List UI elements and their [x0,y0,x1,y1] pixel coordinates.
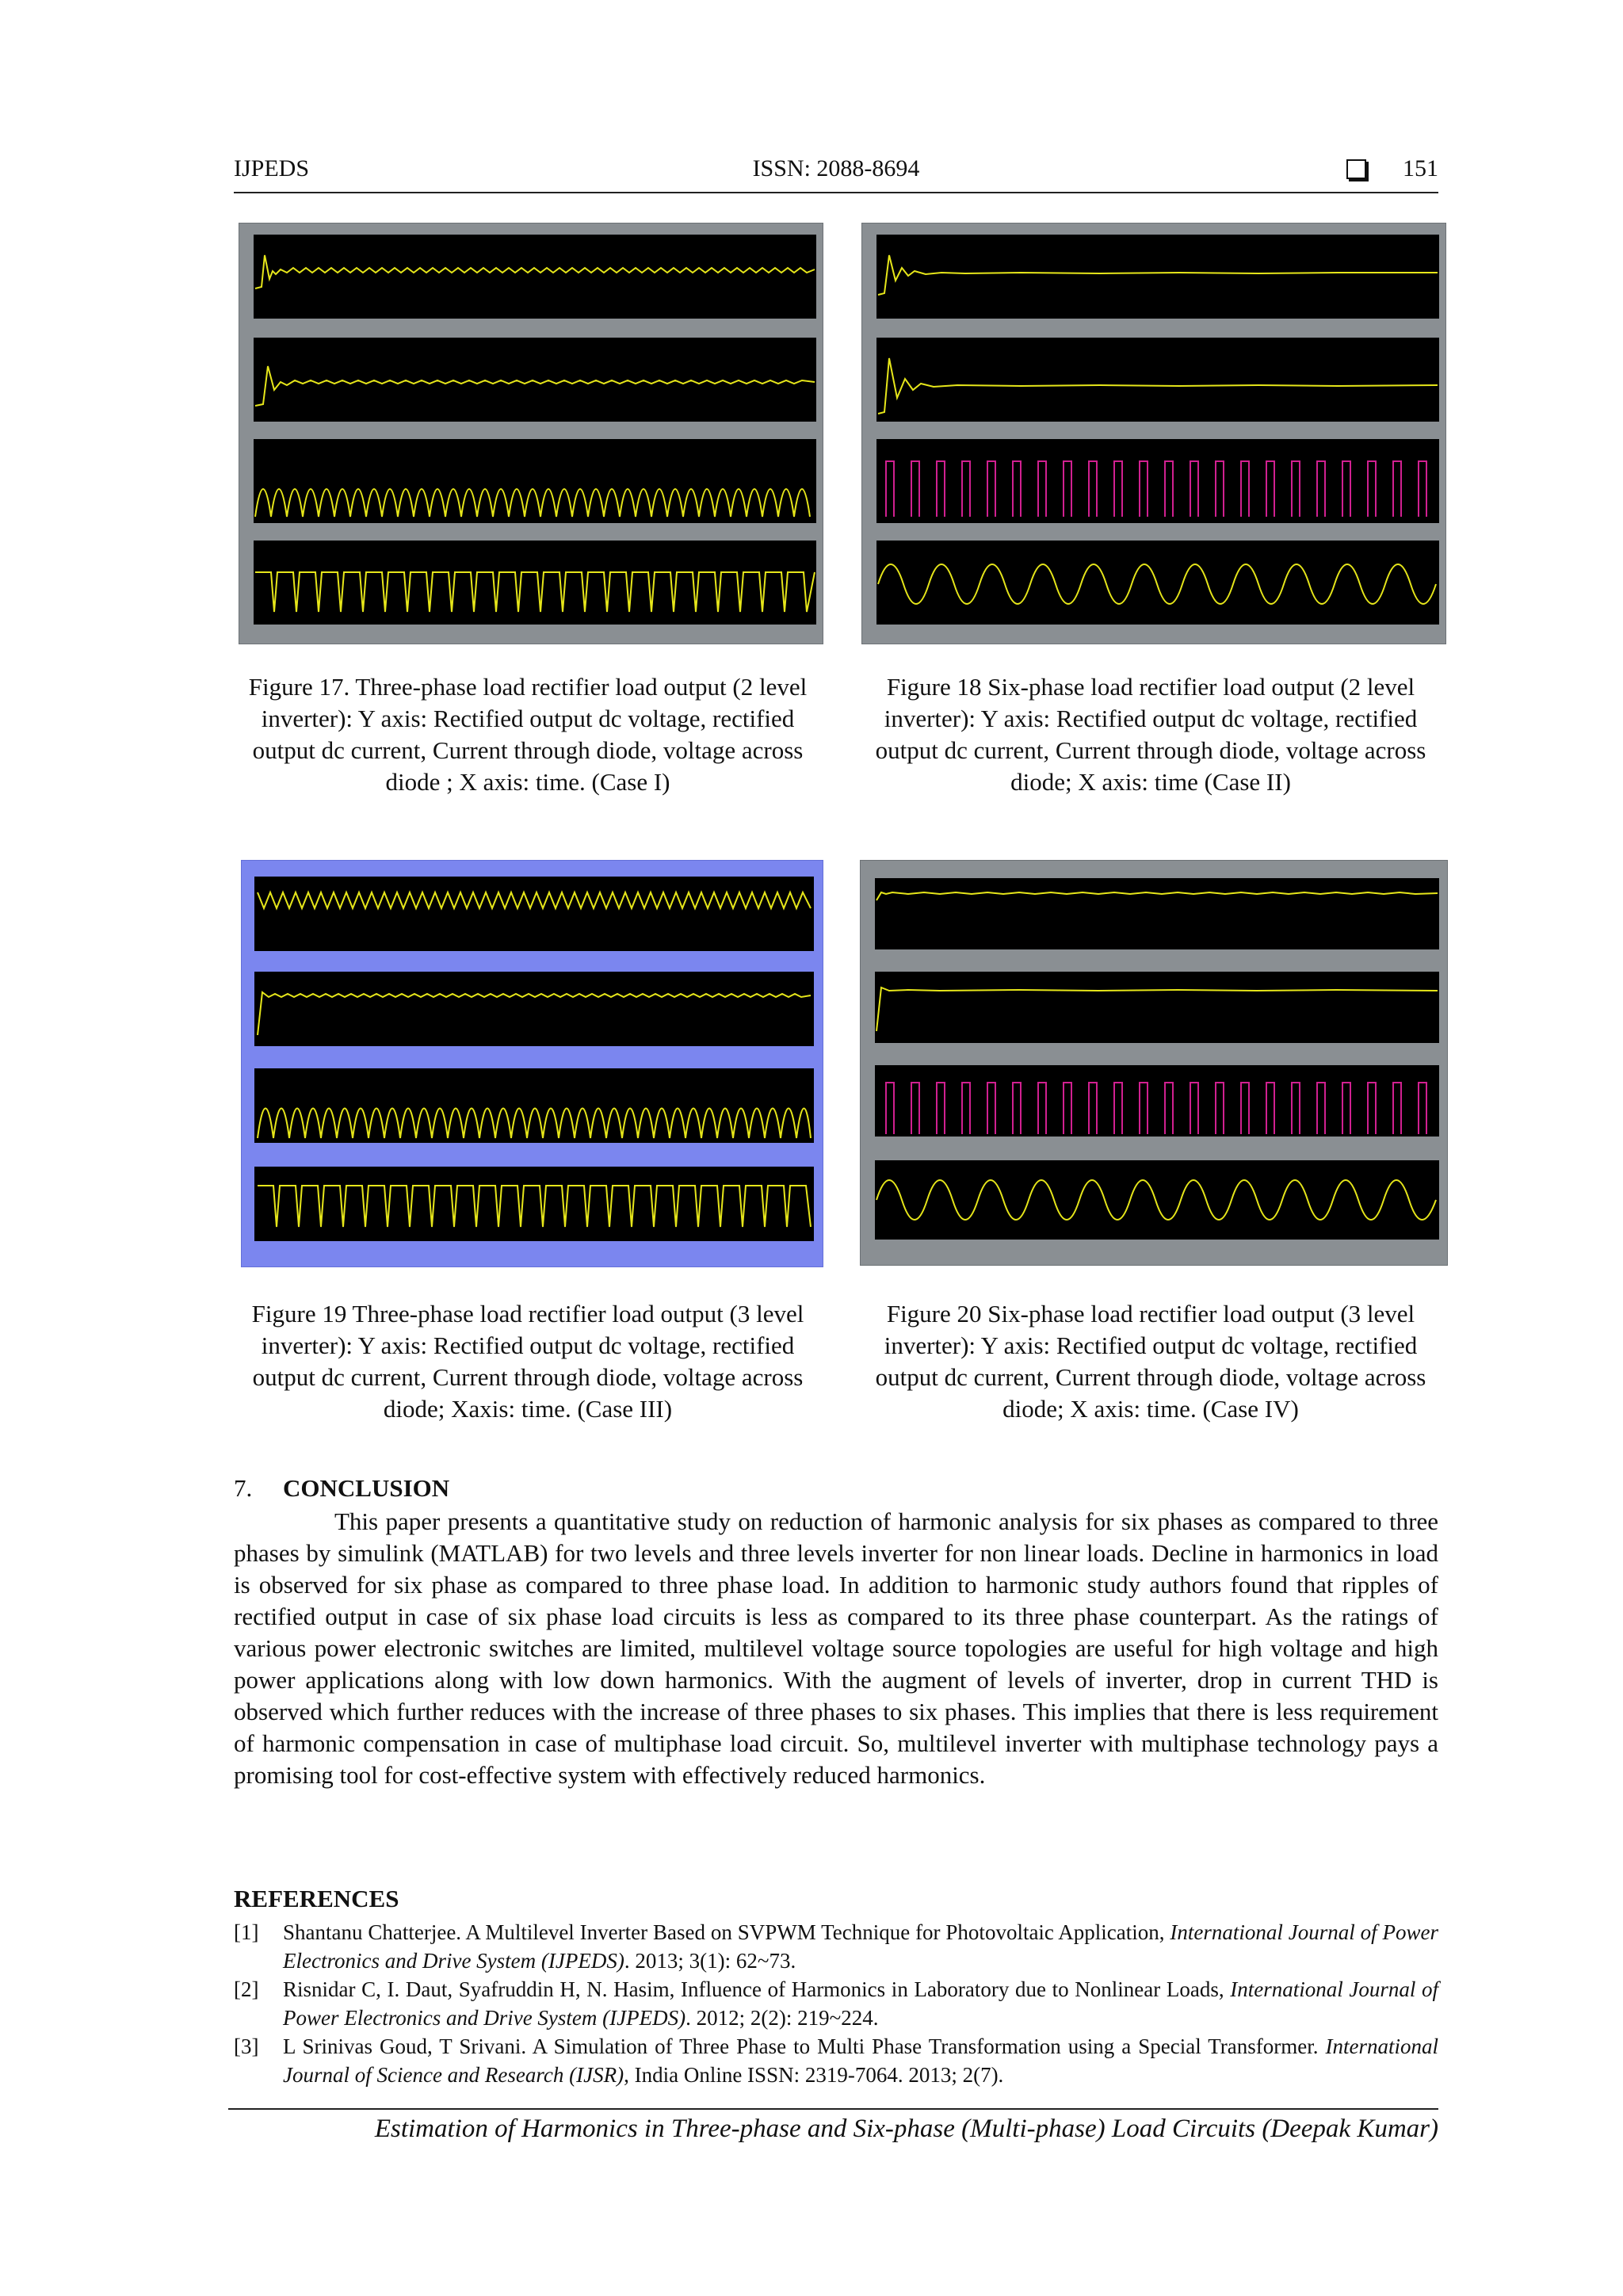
scope-plot-fig18 [862,223,1445,644]
figure-17 [239,223,822,796]
reference-tail: . 2012; 2(2): 219~224. [685,2006,879,2030]
section-title: CONCLUSION [283,1474,450,1502]
figure-20 [860,860,1446,1423]
scope-image-fig17 [239,223,823,644]
page-number: 151 [1403,155,1438,181]
scope-pane [876,235,1439,319]
scope-pane [876,338,1439,422]
reference-number: [1] [234,1920,259,1944]
scope-pane [876,439,1439,523]
reference-item [234,2032,1438,2089]
page-footer [228,2108,1438,2143]
section-heading [234,1474,449,1503]
running-title: Estimation of Harmonics in Three-phase and Six-phase (Multi-phase) Load Circuits (Deepak Kumar) [374,2115,1438,2143]
reference-number: [2] [234,1977,259,2001]
reference-number: [3] [234,2034,259,2058]
figure-caption: Figure 17. Three-phase load rectifier load output (2 level inverter): Y axis: Rectified output dc voltage, rectified output dc current, Current through diode, voltage across diode ; X axis: time. (Case I) [248,673,808,796]
scope-image-fig19 [241,860,823,1267]
scope-image-fig18 [861,223,1446,644]
figure-caption: Figure 19 Three-phase load rectifier load output (3 level inverter): Y axis: Rectified output dc voltage, rectified output dc current, Current through diode, voltage across diode; Xaxis: time. (Case III) [251,1300,804,1423]
scope-pane [875,1160,1439,1240]
scope-plot-fig17 [239,223,823,644]
page-header [234,155,1438,193]
journal-name: IJPEDS [234,155,310,181]
figure-18 [861,223,1445,796]
scope-pane [254,1167,814,1241]
references-heading: REFERENCES [234,1885,399,1912]
reference-item [234,1918,1438,1975]
reference-tail: , India Online ISSN: 2319-7064. 2013; 2(7). [624,2063,1004,2087]
figure-caption: Figure 18 Six-phase load rectifier load output (2 level inverter): Y axis: Rectified output dc voltage, rectified output dc current, Current through diode, voltage across diode; X axis: time (Case II) [875,673,1426,796]
figure-19 [241,860,822,1423]
scope-plot-fig20 [861,861,1447,1265]
reference-journal: International Journal of Power Electronics and Drive System (IJPEDS) [283,1977,1438,2030]
scope-pane [875,1065,1439,1137]
reference-tail: . 2013; 3(1): 62~73. [624,1949,796,1973]
figure-caption: Figure 20 Six-phase load rectifier load output (3 level inverter): Y axis: Rectified output dc voltage, rectified output dc current, Current through diode, voltage across diode; X axis: time. (Case IV) [875,1300,1426,1423]
scope-image-fig20 [860,860,1448,1266]
scope-pane [254,877,814,951]
conclusion-paragraph: This paper presents a quantitative study on reduction of harmonic analysis for six phases as compared to three phases by simulink (MATLAB) for two levels and three levels inverter for non linear loads. Decline in harmonics in load is observed for six phase as compared to three phase load. In addition to harmonic study authors found that ripples of rectified output in case of six phase load circuits is less as compared to its three phase counterpart. As the ratings of various power electronic switches are limited, multilevel voltage source topologies are useful for high voltage and high power applications along with low down harmonics. With the augment of levels of inverter, drop in current THD is observed which further reduces with the increase of three phases to six phases. This implies that there is less requirement of harmonic compensation in case of multiphase load circuit. So, multilevel inverter with multiphase technology pays a promising tool for cost-effective system with effectively reduced harmonics. [234,1507,1438,1789]
reference-journal: International Journal of Power Electronics and Drive System (IJPEDS) [283,1920,1439,1973]
box-icon [1346,159,1366,179]
page-number-group [1346,155,1438,182]
scope-plot-fig19 [242,861,823,1266]
scope-pane [254,338,816,422]
scope-pane [876,541,1439,625]
scope-pane [254,972,814,1046]
scope-pane [875,878,1439,949]
scope-pane [875,972,1439,1043]
reference-item [234,1975,1438,2032]
issn: ISSN: 2088-8694 [752,155,920,181]
scope-pane [254,235,816,319]
reference-authors: L Srinivas Goud, T Srivani. A Simulation of Three Phase to Multi Phase Transformation using a Special Transformer. [283,2034,1319,2058]
reference-authors: Shantanu Chatterjee. A Multilevel Inverter Based on SVPWM Technique for Photovoltaic Application, [283,1920,1165,1944]
reference-journal: International Journal of Science and Research (IJSR) [283,2034,1438,2087]
reference-authors: Risnidar C, I. Daut, Syafruddin H, N. Hasim, Influence of Harmonics in Laboratory due to Nonlinear Loads, [283,1977,1224,2001]
section-number: 7. [234,1474,253,1502]
